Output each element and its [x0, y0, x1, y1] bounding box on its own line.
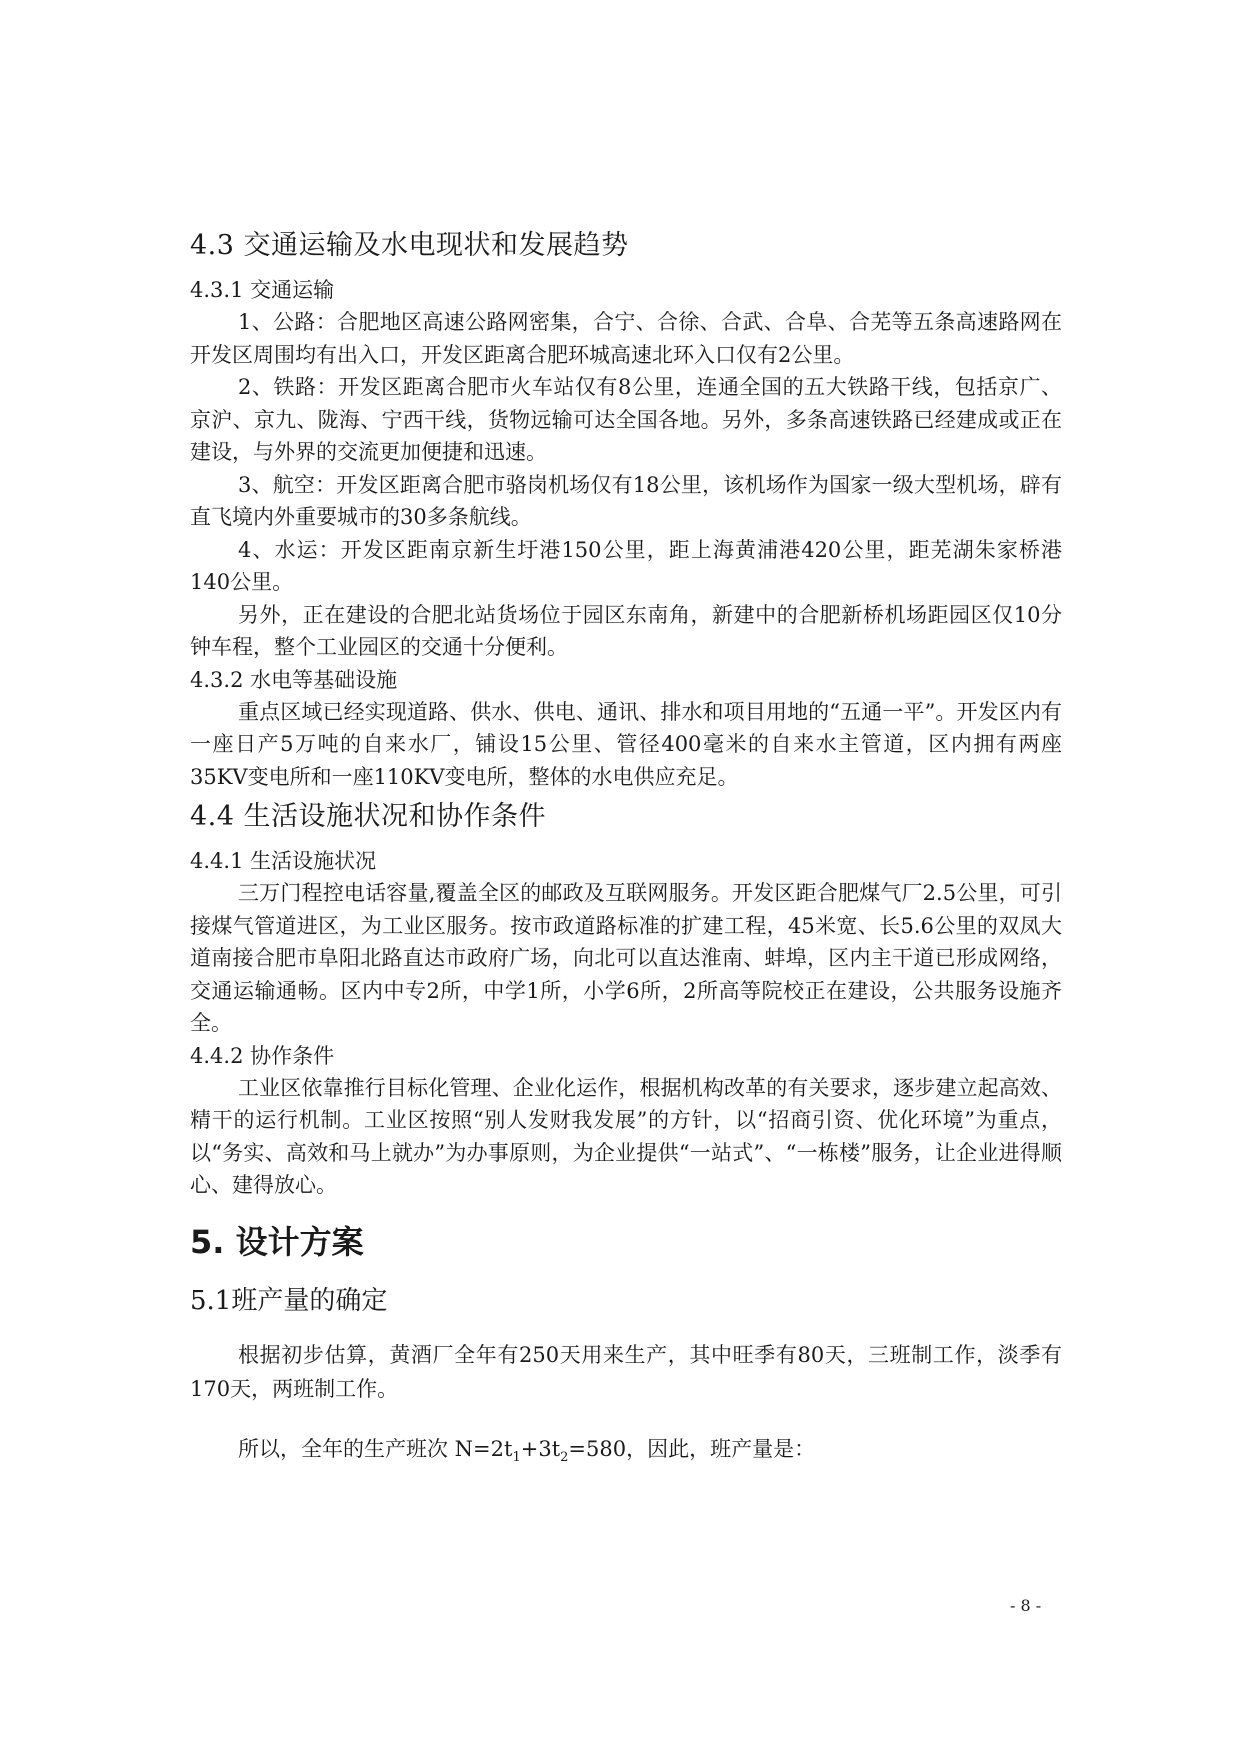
section-4-4-2-heading: 4.4.2 协作条件: [190, 1043, 335, 1068]
section-4-3-1-heading: 4.3.1 交通运输: [190, 278, 335, 302]
section-5-heading: 5. 设计方案: [190, 1222, 364, 1261]
paragraph-cooperation: 工业区依靠推行目标化管理、企业化运作，根据机构改革的有关要求，逐步建立起高效、精干的运行机制。工业区按照“别人发财我发展”的方针，以“招商引资、优化环境”为重点，以“务实、高效和马上就办”为办事原则，为企业提供“一站式”、“一栋楼”服务，让企业进得顺心、建得放心。: [190, 1075, 1062, 1197]
section-5-1-heading: 5.1班产量的确定: [190, 1285, 388, 1316]
paragraph-living-facilities: 三万门程控电话容量,覆盖全区的邮政及互联网服务。开发区距合肥煤气厂2.5公里，可引接煤气管道进区，为工业区服务。按市政道路标准的扩建工程，45米宽、长5.6公里的双凤大道南接合肥市阜阳北路直达市政府广场，向北可以直达淮南、蚌埠，区内主干道已形成网络，交通运输通畅。区内中专2所，中学1所，小学6所，2所高等院校正在建设，公共服务设施齐全。: [190, 881, 1062, 1035]
formula-prefix: 所以，全年的生产班次 N=2t: [238, 1436, 513, 1461]
document-content: [190, 226, 1062, 1501]
paragraph-highway: 1、公路：合肥地区高速公路网密集，合宁、合徐、合武、合阜、合芜等五条高速路网在开发区周围均有出入口，开发区距离合肥环城高速北环入口仅有2公里。: [190, 310, 1062, 367]
section-4-3-2-heading: 4.3.2 水电等基础设施: [190, 667, 398, 692]
paragraph-water-transport: 4、水运：开发区距南京新生圩港150公里，距上海黄浦港420公里，距芜湖朱家桥港140公里。: [190, 537, 1062, 594]
formula-middle: +3t: [520, 1436, 561, 1461]
formula-subscript-2: 2: [560, 1449, 569, 1465]
paragraph-infrastructure: 重点区域已经实现道路、供水、供电、通讯、排水和项目用地的“五通一平”。开发区内有一座日产5万吨的自来水厂，铺设15公里、管径400毫米的自来水主管道，区内拥有两座35KV变电所和一座110KV变电所，整体的水电供应充足。: [190, 699, 1062, 789]
paragraph-aviation: 3、航空：开发区距离合肥市骆岗机场仅有18公里，该机场作为国家一级大型机场，辟有直飞境内外重要城市的30多条航线。: [190, 472, 1062, 529]
formula-suffix: =580，因此，班产量是：: [568, 1436, 816, 1461]
paragraph-production-days: 根据初步估算，黄酒厂全年有250天用来生产，其中旺季有80天，三班制工作，淡季有170天，两班制工作。: [190, 1342, 1062, 1401]
paragraph-shift-formula: [190, 1432, 1062, 1475]
formula-subscript-1: 1: [512, 1449, 521, 1465]
paragraph-railway: 2、铁路：开发区距离合肥市火车站仅有8公里，连通全国的五大铁路干线，包括京广、京沪、京九、陇海、宁西干线，货物远输可达全国各地。另外，多条高速铁路已经建成或正在建设，与外界的交流更加便捷和迅速。: [190, 375, 1062, 464]
section-4-4-heading: 4.4 生活设施状况和协作条件: [190, 801, 547, 832]
page-number: - 8 -: [1010, 1596, 1042, 1615]
section-4-4-1-heading: 4.4.1 生活设施状况: [190, 849, 377, 873]
section-4-3-heading: 4.3 交通运输及水电现状和发展趋势: [190, 230, 629, 261]
paragraph-additional-transport: 另外，正在建设的合肥北站货场位于园区东南角，新建中的合肥新桥机场距园区仅10分钟车程，整个工业园区的交通十分便利。: [190, 602, 1062, 659]
